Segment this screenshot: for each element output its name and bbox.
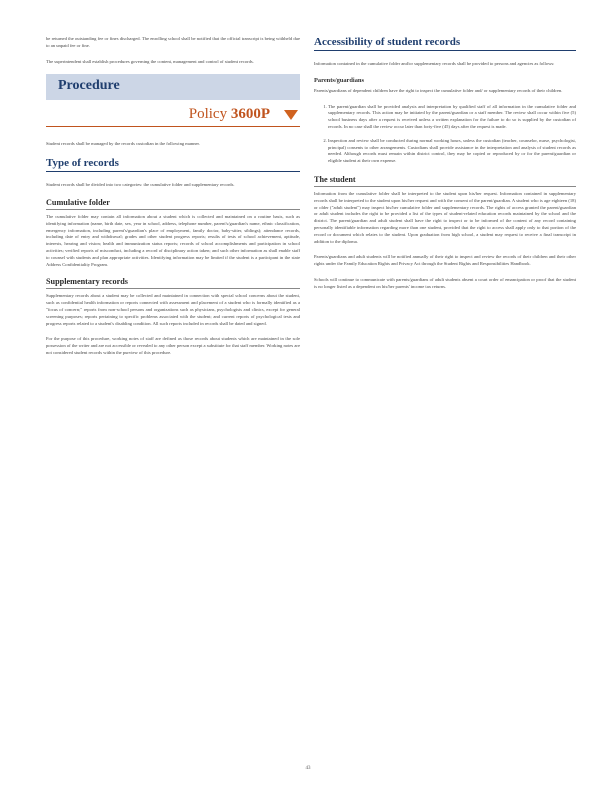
policy-number: 3600P bbox=[230, 106, 270, 123]
right-column bbox=[314, 36, 576, 300]
type-paragraph: Student records shall be divided into two categories: the cumulative folder and supplementary records. bbox=[46, 182, 235, 188]
policy-prefix: Policy bbox=[188, 106, 231, 123]
managed-paragraph: Student records shall be managed by the records custodian in the following manner. bbox=[46, 141, 200, 147]
accessibility-heading: Accessibility of student records bbox=[314, 36, 576, 51]
triangle-marker-icon bbox=[284, 110, 298, 120]
type-of-records-heading: Type of records bbox=[46, 157, 300, 172]
student-paragraph-2: Parents/guardians and adult students will be notified annually of their right to inspect and review the records of their children and their other rights under the Family Education Rights and Privacy Act through the Student Rights and Responsibilities Handbook. bbox=[314, 254, 576, 267]
student-paragraph-1: Information from the cumulative folder shall be interpreted to the student upon his/her request. Information contained in supplementary records shall be interpreted to the student upon his/her request and with the consent of the parent/guardian. A student who is age eighteen (18) or older ("adult student") may inspect his/her cumulative folder and supplementary records. The rights of access granted the parent/guardian or adult student includes the right to be provided a list of the types of student-related education records maintained by the school and the district. The parent/guardian and adult student shall have the right to inspect or to be informed of the content of any record containing personally identifiable information regarding more than one student, provided that the right to access shall apply only to that portion of the record or document which relates to the student. Upon graduation from high school, a student may request to receive a final transcript in addition to the diploma. bbox=[314, 190, 576, 244]
list-item: 1. The parent/guardian shall be provided analysis and interpretation by qualified staff of all information in the cumulative folder and supplementary records. This action may be initiated by the parent/guardian or a staff member. The review shall occur within five (5) school business days after a request is received unless a written explanation for the failure to do so is supplied by the custodian of records. In no case shall the review occur later than forty-five (45) days after the request is made. bbox=[328, 104, 576, 131]
cumulative-paragraph: The cumulative folder may contain all information about a student which is collected and maintained on a routine basis, such as identifying information (name, birth date, sex, year in school, address, telephone number, parent's/guardian's name, ethnic classification, emergency information, including parent's/guardian's place of employment, family doctor, baby-sitter, siblings); attendance records, including date of entry and withdrawal; grades and other student progress reports; results of tests of school achievement, aptitude, interests, hearing and vision; health and immunization status reports; records of school accomplishments and participation in school activities; verified reports of misconduct, including a record of disciplinary action taken; and such other information as shall enable staff to counsel with students and plan appropriate activities. Identifying information may be limited if the student is a participant in the state Address Confidentiality Program. bbox=[46, 213, 300, 267]
intro-paragraph-1: be returned the outstanding fee or fines discharged. The enrolling school shall be notified that the official transcript is being withheld due to an unpaid fee or fine. bbox=[46, 36, 300, 48]
page-number: 43 bbox=[305, 766, 311, 771]
supplementary-paragraph-2: For the purpose of this procedure, working notes of staff are defined as those records about students which are maintained in the sole possession of the writer and are not accessible or revealed to any other person except a substitute for that staff member. Working notes are not considered student records within the purview of this procedure. bbox=[46, 336, 300, 355]
supplementary-paragraph-1: Supplementary records about a student may be collected and maintained in connection with special school concerns about the student, such as confidential health information or reports connected with assessment and placement of a student who is formally identified as a "focus of concern;" reports from non-school persons and organizations such as physicians, psychologists and clinics, except for general screening purposes; reports pertaining to specific problems associated with the student; and current reports of psychological tests and progress reports related to a student's disabling condition. All such reports included in records shall be dated and signed. bbox=[46, 293, 300, 326]
parents-guardians-heading: Parents/guardians bbox=[314, 76, 364, 84]
policy-number-label bbox=[189, 106, 270, 123]
intro-paragraph-2: The superintendent shall establish procedures governing the content, management and control of student records. bbox=[46, 58, 254, 64]
policy-label bbox=[46, 106, 300, 127]
procedure-banner bbox=[46, 74, 300, 100]
list-item: 2. Inspection and review shall be conducted during normal working hours, unless the custodian (teacher, counselor, nurse, psychologist, principal) consents to other arrangements. Custodians shall provide assistance in the interpretation and analysis of student records as needed. Although records must remain within district control, they may be copied or reproduced by or for the parent/guardian or eligible student at their own expense. bbox=[328, 138, 576, 165]
student-paragraph-3: Schools will continue to communicate with parents/guardians of adult students absent a court order of emancipation or proof that the student is no longer listed as a dependent on his/her parents' income tax returns. bbox=[314, 276, 576, 289]
cumulative-folder-heading: Cumulative folder bbox=[46, 198, 300, 210]
parents-paragraph: Parents/guardians of dependent children have the right to inspect the cumulative folder and/ or supplementary records of their children. bbox=[314, 87, 563, 93]
parents-list bbox=[314, 104, 576, 165]
accessibility-paragraph: Information contained in the cumulative folder and/or supplementary records shall be provided to persons and agencies as follows: bbox=[314, 61, 555, 66]
the-student-heading: The student bbox=[314, 175, 576, 187]
left-column bbox=[46, 36, 300, 366]
procedure-title: Procedure bbox=[58, 78, 120, 94]
supplementary-records-heading: Supplementary records bbox=[46, 277, 300, 289]
